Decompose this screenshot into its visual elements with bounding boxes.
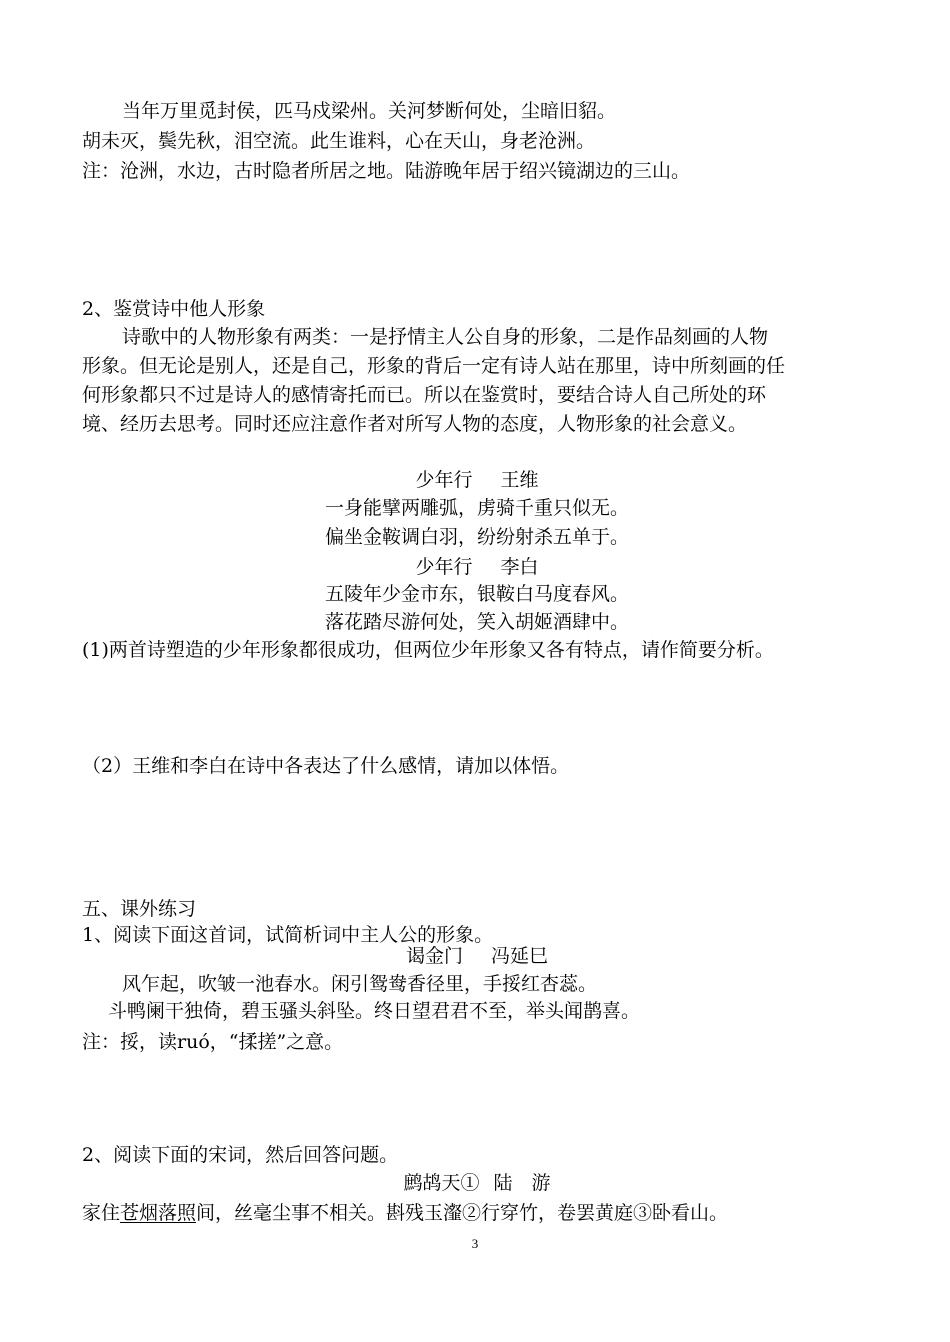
exercise-prompt: 2、阅读下面的宋词，然后回答问题。 bbox=[82, 1144, 399, 1166]
poem-title: 谒金门 bbox=[405, 945, 463, 967]
poem-line: 当年万里觅封侯，匹马戍梁州。关河梦断何处，尘暗旧貂。 bbox=[122, 100, 617, 122]
poem-author: 冯延巳 bbox=[491, 945, 549, 967]
paragraph-line: 形象。但无论是别人，还是自己，形象的背后一定有诗人站在那里，诗中所刻画的任 bbox=[82, 355, 786, 377]
poem-line: 一身能擘两雕弧，虏骑千重只似无。 bbox=[324, 497, 629, 519]
poem-author: 王维 bbox=[500, 469, 539, 491]
question: (1)两首诗塑造的少年形象都很成功，但两位少年形象又各有特点，请作简要分析。 bbox=[82, 639, 774, 661]
poem-author: 陆 游 bbox=[493, 1172, 551, 1194]
section-heading: 五、课外练习 bbox=[82, 898, 197, 920]
poem-line-prefix: 家住 bbox=[82, 1202, 121, 1224]
exercise-prompt: 1、阅读下面这首词，试简析词中主人公的形象。 bbox=[82, 924, 494, 946]
poem-line: 偏坐金鞍调白羽，纷纷射杀五单于。 bbox=[324, 526, 629, 548]
poem-line: 风乍起，吹皱一池春水。闲引鸳鸯香径里，手挼红杏蕊。 bbox=[122, 973, 598, 995]
poem-title-line bbox=[82, 554, 872, 580]
poem-line-rest: 间，丝毫尘事不相关。斟残玉瀣②行穿竹，卷罢黄庭③卧看山。 bbox=[196, 1202, 729, 1224]
poem-title-line bbox=[82, 1170, 872, 1196]
paragraph-line: 何形象都只不过是诗人的感情寄托而已。所以在鉴赏时，要结合诗人自己所处的环 bbox=[82, 384, 767, 406]
poem-line: 五陵年少金市东，银鞍白马度春风。 bbox=[324, 583, 629, 605]
paragraph-line: 境、经历去思考。同时还应注意作者对所写人物的态度，人物形象的社会意义。 bbox=[82, 413, 748, 435]
poem-line bbox=[82, 1200, 872, 1226]
page-number: 3 bbox=[471, 1236, 479, 1251]
poem-line: 落花踏尽游何处，笑入胡姬酒肆中。 bbox=[324, 611, 629, 633]
underlined-phrase: 苍烟落照 bbox=[120, 1202, 197, 1224]
poem-note: 注：挼，读ruó，“揉搓”之意。 bbox=[82, 1031, 344, 1053]
poem-line: 斗鸭阑干独倚，碧玉骚头斜坠。终日望君君不至，举头闻鹊喜。 bbox=[108, 1000, 641, 1022]
poem-title-line bbox=[82, 943, 872, 969]
question: （2）王维和李白在诗中各表达了什么感情，请加以体悟。 bbox=[82, 755, 570, 777]
poem-note: 注：沧洲，水边，古时隐者所居之地。陆游晚年居于绍兴镜湖边的三山。 bbox=[82, 160, 691, 182]
poem-title-line bbox=[82, 467, 872, 493]
poem-line: 胡未灭，鬓先秋，泪空流。此生谁料，心在天山，身老沧洲。 bbox=[82, 130, 596, 152]
poem-title: 少年行 bbox=[415, 469, 473, 491]
poem-author: 李白 bbox=[500, 556, 539, 578]
section-heading: 2、鉴赏诗中他人形象 bbox=[82, 298, 266, 320]
paragraph-line: 诗歌中的人物形象有两类：一是抒情主人公自身的形象，二是作品刻画的人物 bbox=[122, 326, 769, 348]
poem-title: 鹧鸪天① bbox=[403, 1172, 480, 1194]
poem-title: 少年行 bbox=[415, 556, 473, 578]
